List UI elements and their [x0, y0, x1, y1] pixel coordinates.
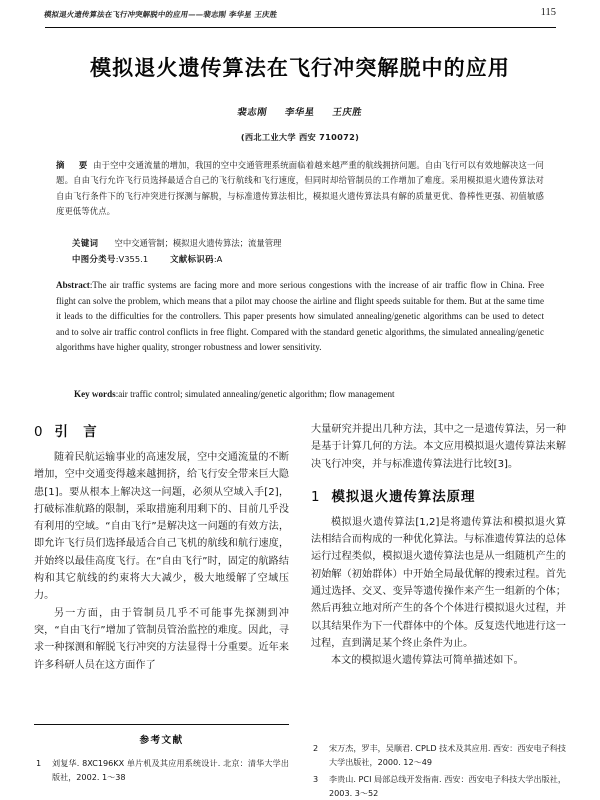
abstract-english-text: The air traffic systems are facing more and more serious congestions with the increase of air traffic flow in China. Free flight can solve the problem, which means that a pilot may choose the airline and flight speeds suitable for them. But at the same time it leads to the difficulties for the controllers. This paper presents how simulated annealing/genetic algorithms can be used to detect and to solve air traffic control conflicts in free flight. Compared with the standard genetic algorithms, the simulated annealing/genetic algorithms have higher quality, stronger robustness and lower sensitivity.: [56, 280, 544, 353]
section-number-0: 0: [34, 425, 44, 440]
references-column-left: [34, 724, 289, 796]
clc-label: 中图分类号: [72, 254, 116, 264]
section-title-0: 引 言: [54, 425, 98, 440]
section-number-1: 1: [311, 489, 321, 505]
keywords-chinese-label: 关键词: [72, 238, 99, 248]
doc-code-label: 文献标识码: [170, 254, 214, 264]
running-head: [44, 9, 556, 27]
paragraph: 模拟退火遗传算法[1,2]是将遗传算法和模拟退火算法相结合而构成的一种优化算法。与标准遗传算法的总体运行过程类似，模拟退火遗传算法也是从一组随机产生的初始解（初始群体）中开始全局最优解的搜索过程。首先通过选择、交叉、变异等遗传操作来产生一组新的个体；然后再独立地对所产生的各个个体进行模拟退火过程，并以其结果作为下一代群体中的个体。反复迭代地进行这一过程，直到满足某个终止条件为止。: [311, 516, 566, 649]
paragraph: 另一方面，由于管制员几乎不可能事先探测到冲突，“自由飞行”增加了管制员管治监控的难度。因此，寻求一种探测和解脱飞行冲突的方法显得十分重要。近年来许多科研人员在这方面作了: [34, 607, 289, 671]
keywords-english-label: Key words: [74, 389, 116, 399]
reference-item: [34, 756, 289, 784]
references-section: [34, 724, 566, 796]
page-title: 模拟退火遗传算法在飞行冲突解脱中的应用: [90, 56, 510, 80]
clc-value: V355.1: [118, 254, 149, 264]
reference-text: 宋万杰，罗丰，吴顺君. CPLD 技术及其应用. 西安：西安电子科技大学出版社，2000. 12～49: [329, 743, 566, 767]
references-column-right: [311, 724, 566, 796]
keywords-chinese-text: 空中交通管制；模拟退火遗传算法；流量管理: [114, 238, 282, 248]
abstract-chinese-text: 由于空中交通流量的增加，我国的空中交通管理系统面临着越来越严重的航线拥挤问题。自由飞行可以有效地解决这一问题。自由飞行允许飞行员选择最适合自己的飞行航线和飞行速度，但同时却给管制员的工作增加了难度。采用模拟退火遗传算法对自由飞行条件下的飞行冲突进行探测与解脱，与标准遗传算法相比，模拟退火遗传算法具有解的质量更优、鲁棒性更强、初值敏感度更低等优点。: [56, 160, 544, 216]
reference-text: 刘复华. 8XC196KX 单片机及其应用系统设计. 北京：清华大学出版社，2002. 1～38: [52, 758, 289, 782]
keywords-english-text: air traffic control; simulated annealing/genetic algorithm; flow management: [118, 389, 395, 399]
reference-text: 李贵山. PCI 局部总线开发指南. 西安：西安电子科技大学出版社，2003. 3～52: [329, 774, 566, 798]
column-right: [311, 421, 566, 721]
affiliation: (西北工业大学 西安 710072): [240, 132, 360, 142]
body-columns: [34, 421, 566, 721]
reference-item: [311, 741, 566, 769]
references-rule: [34, 724, 289, 725]
reference-number: 3: [313, 774, 319, 784]
author-list: [0, 104, 600, 118]
doc-code-value: A: [216, 254, 223, 264]
author-1: 裴志刚: [236, 107, 268, 118]
reference-number: 2: [313, 743, 319, 753]
running-head-title: 模拟退火遗传算法在飞行冲突解脱中的应用——裴志刚 李华星 王庆胜: [43, 9, 279, 20]
references-spacer: [311, 724, 566, 741]
paragraph: 本文的模拟退火遗传算法可简单描述如下。: [331, 655, 524, 667]
reference-number: 1: [36, 758, 42, 768]
header-rule: [45, 27, 556, 28]
section-heading-1: [311, 486, 566, 505]
section-heading-0: [34, 421, 289, 440]
classification-line: 中图分类号:V355.1 文献标识码:A: [72, 254, 223, 264]
keywords-english: Key words:air traffic control; simulated annealing/genetic algorithm; flow management: [74, 389, 395, 399]
abstract-chinese: [56, 158, 544, 219]
abstract-english: Abstract:The air traffic systems are facing more and more serious congestions with the increase of air traffic flow in China. Free flight can solve the problem, which means that a pilot may choose the airline and flight speeds suitable for them. But at the same time it leads to the difficulties for the controllers. This paper presents how simulated annealing/genetic algorithms can be used to detect and to solve air traffic control conflicts in free flight. Compared with the standard genetic algorithms, the simulated annealing/genetic algorithms have higher quality, stronger robustness and lower sensitivity.: [56, 280, 544, 353]
author-3: 王庆胜: [331, 107, 363, 118]
page-number: 115: [540, 7, 556, 18]
paragraph: 大量研究并提出几种方法，其中之一是遗传算法，另一种是基于计算几何的方法。本文应用模拟退火遗传算法来解决飞行冲突，并与标准遗传算法进行比较[3]。: [311, 424, 566, 470]
abstract-chinese-label: 摘 要: [56, 160, 91, 170]
references-title: 参考文献: [139, 735, 184, 746]
paragraph: 随着民航运输事业的高速发展，空中交通流量的不断增加，空中交通变得越来越拥挤，给飞行安全带来巨大隐患[1]。要从根本上解决这一问题，必须从空域入手[2]，打破标准航路的限制，采取措施利用剩下的、目前几乎没有利用的空域。“自由飞行”是解决这一问题的有效方法，即允许飞行员们选择最适合自己飞机的航线和航行速度，并始终以最佳高度飞行。在“自由飞行”时，固定的航路结构和其它航线的约束将大大减少，极大地缓解了空域压力。: [34, 452, 289, 602]
keywords-chinese: [56, 236, 544, 251]
abstract-english-label: Abstract: [56, 280, 90, 290]
column-left: [34, 421, 289, 721]
author-2: 李华星: [284, 107, 316, 118]
section-title-1: 模拟退火遗传算法原理: [331, 489, 476, 505]
